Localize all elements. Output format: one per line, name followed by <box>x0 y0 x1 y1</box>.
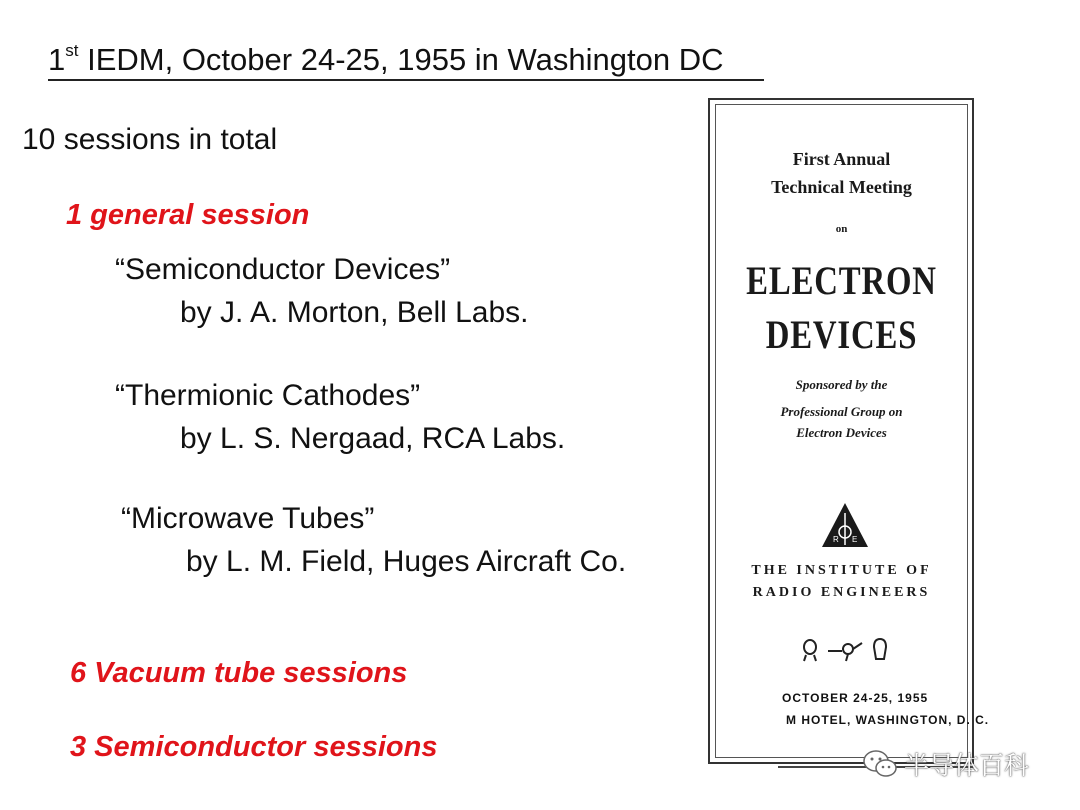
watermark <box>862 746 1029 782</box>
cover-line-first-annual: First Annual <box>792 149 891 169</box>
title-superscript: st <box>65 41 79 60</box>
title-number: 1 <box>48 42 66 77</box>
title-underline <box>48 79 764 81</box>
talk-author: by J. A. Morton, Bell Labs. <box>180 296 529 329</box>
vacuum-sessions-heading: 6 Vacuum tube sessions <box>70 657 408 689</box>
cover-electron: ELECTRON <box>746 258 937 303</box>
vacuum-tube-symbols-icon <box>796 635 900 663</box>
slide-title <box>48 40 723 80</box>
title-text: IEDM, October 24-25, 1955 in Washington DC <box>78 42 724 77</box>
watermark-text: 半导体百科 <box>904 751 1030 780</box>
cover-frame <box>715 104 990 758</box>
cover-on: on <box>835 223 848 235</box>
talk-author: by L. S. Nergaad, RCA Labs. <box>180 422 566 455</box>
cover-sponsored-line: Sponsored by the <box>795 377 888 392</box>
general-session-heading: 1 general session <box>66 199 310 231</box>
cover-devices: DEVICES <box>765 312 918 357</box>
cover-sponsored-line: Professional Group on <box>780 404 903 419</box>
cover-hotel: M HOTEL, WASHINGTON, D. C. <box>786 713 990 727</box>
talk-author: by L. M. Field, Huges Aircraft Co. <box>186 545 627 578</box>
svg-text:R: R <box>833 535 839 544</box>
cover-institute-line: RADIO ENGINEERS <box>752 585 931 600</box>
talk-title: “Microwave Tubes” <box>121 502 375 535</box>
cover-sponsored-line: Electron Devices <box>796 425 887 440</box>
semiconductor-sessions-heading: 3 Semiconductor sessions <box>70 731 438 763</box>
talk-title: “Semiconductor Devices” <box>115 253 451 286</box>
sessions-total: 10 sessions in total <box>22 123 278 156</box>
wechat-icon <box>862 749 898 779</box>
cover-line-technical-meeting: Technical Meeting <box>771 177 912 197</box>
svg-text:E: E <box>852 535 858 544</box>
program-cover-image <box>708 98 990 764</box>
talk-title: “Thermionic Cathodes” <box>115 379 421 412</box>
cover-institute-line: THE INSTITUTE OF <box>751 563 932 578</box>
ire-logo-icon <box>820 501 870 549</box>
cover-date: OCTOBER 24-25, 1955 <box>782 691 929 705</box>
